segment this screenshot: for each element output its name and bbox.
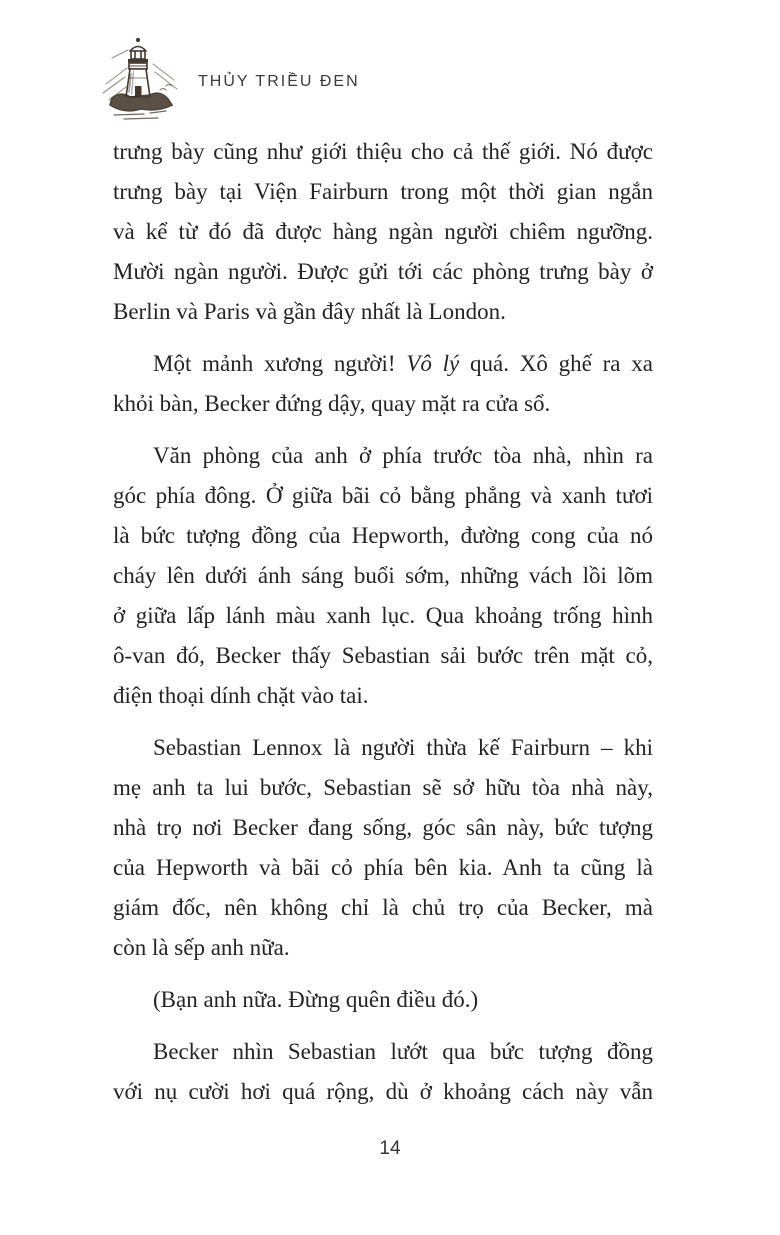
text-line: Sebastian Lennox là người thừa kế Fairburn – khi <box>153 735 653 760</box>
text-line: là bức tượng đồng của Hepworth, đường cong của nó <box>113 523 653 548</box>
text-line: của Hepworth và bãi cỏ phía bên kia. Anh ta cũng là <box>113 855 653 880</box>
text-line: ô-van đó, Becker thấy Sebastian sải bước trên mặt cỏ, <box>113 643 653 668</box>
text-line: khỏi bàn, Becker đứng dậy, quay mặt ra cửa sổ. <box>113 391 551 416</box>
text-line: nhà trọ nơi Becker đang sống, góc sân này, bức tượng <box>113 815 653 840</box>
text-line: Berlin và Paris và gần đây nhất là London. <box>113 299 506 324</box>
text-line: cháy lên dưới ánh sáng buổi sớm, những vách lồi lõm <box>113 563 653 588</box>
text-line: (Bạn anh nữa. Đừng quên điều đó.) <box>153 987 479 1012</box>
text-line: Becker nhìn Sebastian lướt qua bức tượng đồng <box>153 1039 653 1064</box>
lighthouse-icon <box>100 34 182 124</box>
text-line: giám đốc, nên không chỉ là chủ trọ của Becker, mà <box>113 895 653 920</box>
text-line: góc phía đông. Ở giữa bãi cỏ bằng phẳng và xanh tươi <box>113 483 653 508</box>
text-line: còn là sếp anh nữa. <box>113 935 290 960</box>
paragraph <box>113 980 653 1020</box>
page-header <box>100 34 360 124</box>
text-line: trưng bày tại Viện Fairburn trong một thời gian ngắn <box>113 179 653 204</box>
page-number: 14 <box>379 1138 401 1159</box>
text-line: trưng bày cũng như giới thiệu cho cả thế giới. Nó được <box>113 139 653 164</box>
paragraph <box>113 1032 653 1112</box>
text-line: Một mảnh xương người! Vô lý quá. Xô ghế ra xa <box>153 351 653 376</box>
paragraph <box>113 344 653 424</box>
text-line: Văn phòng của anh ở phía trước tòa nhà, nhìn ra <box>153 443 653 468</box>
text-line: điện thoại dính chặt vào tai. <box>113 683 369 708</box>
book-title: THỦY TRIỀU ĐEN <box>198 73 360 90</box>
text-line: và kể từ đó đã được hàng ngàn người chiêm ngưỡng. <box>113 219 653 244</box>
text-line: với nụ cười hơi quá rộng, dù ở khoảng cách này vẫn <box>113 1079 653 1104</box>
paragraph <box>113 728 653 968</box>
text-line: ở giữa lấp lánh màu xanh lục. Qua khoảng trống hình <box>113 603 653 628</box>
paragraph <box>113 132 653 332</box>
text-line: mẹ anh ta lui bước, Sebastian sẽ sở hữu tòa nhà này, <box>113 775 653 800</box>
text-line: Mười ngàn người. Được gửi tới các phòng trưng bày ở <box>113 259 653 284</box>
text-block <box>113 132 653 1112</box>
paragraph <box>113 436 653 716</box>
